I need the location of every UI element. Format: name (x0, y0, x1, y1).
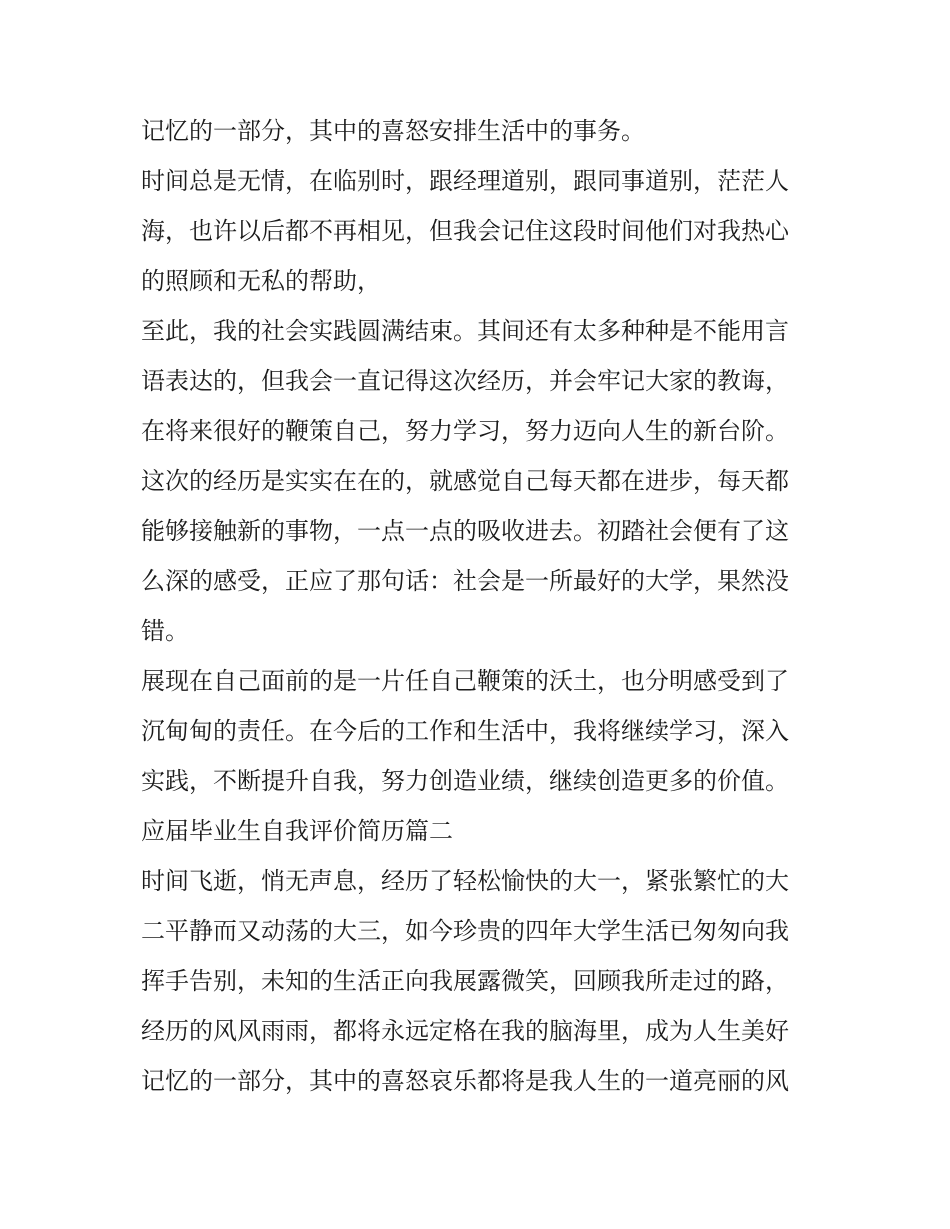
text-line: 语表达的，但我会一直记得这次经历，并会牢记大家的教诲， (141, 367, 789, 395)
text-line: 在将来很好的鞭策自己，努力学习，努力迈向人生的新台阶。 (141, 417, 789, 445)
text-line: 沉甸甸的责任。在今后的工作和生活中，我将继续学习，深入 (141, 717, 789, 745)
text-line: 时间飞逝，悄无声息，经历了轻松愉快的大一，紧张繁忙的大 (141, 867, 789, 895)
text-line: 挥手告别，未知的生活正向我展露微笑，回顾我所走过的路， (141, 967, 789, 995)
text-line: 么深的感受，正应了那句话：社会是一所最好的大学，果然没 (141, 567, 789, 595)
text-line: 记忆的一部分，其中的喜怒哀乐都将是我人生的一道亮丽的风 (141, 1067, 789, 1095)
text-line: 海，也许以后都不再相见，但我会记住这段时间他们对我热心 (141, 217, 789, 245)
text-line: 至此，我的社会实践圆满结束。其间还有太多种种是不能用言 (141, 317, 789, 345)
text-line: 展现在自己面前的是一片任自己鞭策的沃土，也分明感受到了 (141, 667, 789, 695)
text-line: 经历的风风雨雨，都将永远定格在我的脑海里，成为人生美好 (141, 1017, 789, 1045)
text-line: 这次的经历是实实在在的，就感觉自己每天都在进步，每天都 (141, 467, 789, 495)
text-line: 二平静而又动荡的大三，如今珍贵的四年大学生活已匆匆向我 (141, 917, 789, 945)
text-line: 实践，不断提升自我，努力创造业绩，继续创造更多的价值。 (141, 767, 789, 795)
text-line: 时间总是无情，在临别时，跟经理道别，跟同事道别，茫茫人 (141, 167, 789, 195)
text-line: 记忆的一部分，其中的喜怒安排生活中的事务。 (141, 117, 645, 145)
text-line: 的照顾和无私的帮助， (141, 267, 381, 295)
text-line: 错。 (141, 617, 189, 645)
text-line: 能够接触新的事物，一点一点的吸收进去。初踏社会便有了这 (141, 517, 789, 545)
section-heading: 应届毕业生自我评价简历篇二 (141, 817, 453, 845)
